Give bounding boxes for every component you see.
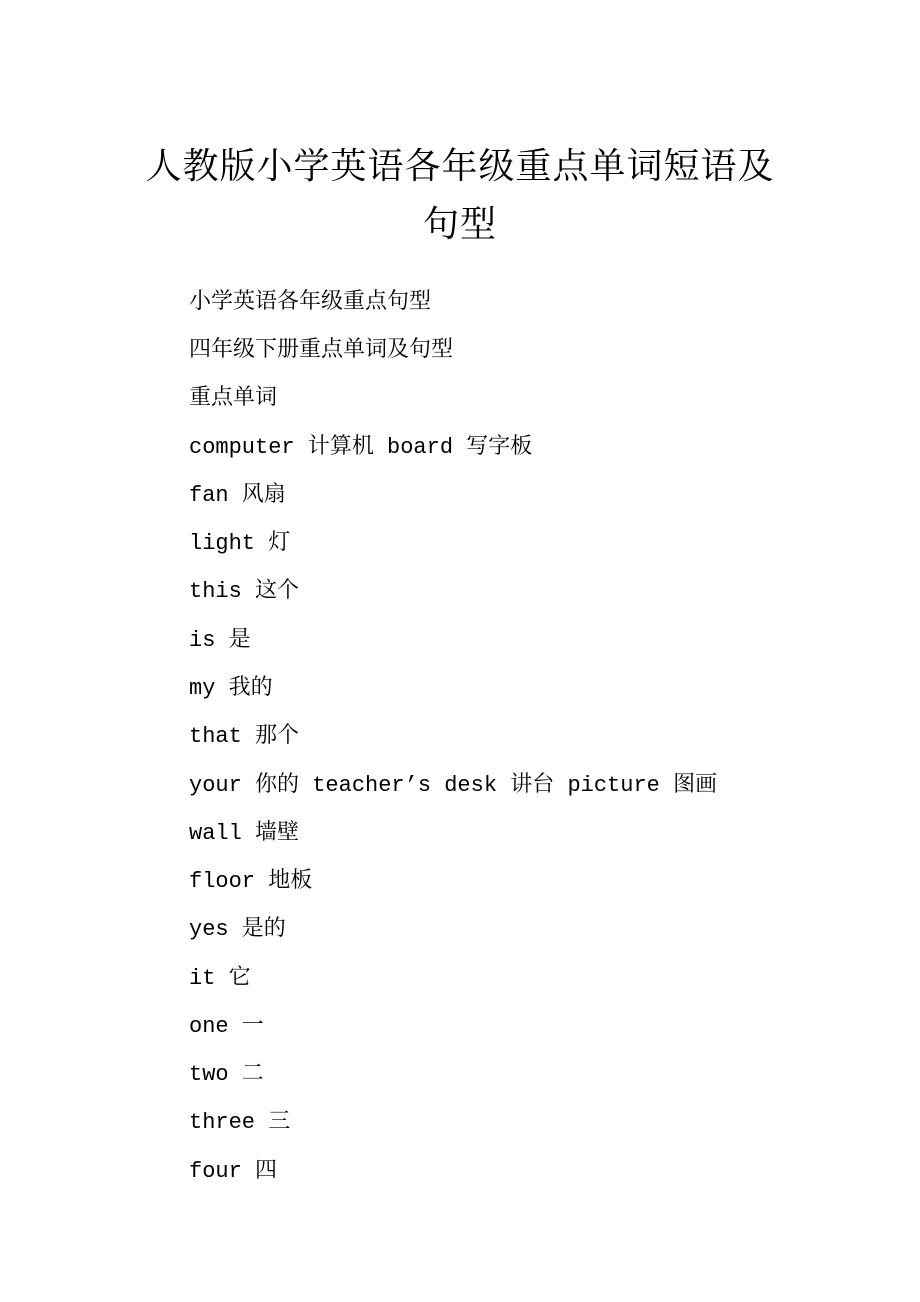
vocab-line: floor 地板 (189, 869, 313, 894)
vocab-line: it 它 (189, 966, 251, 991)
subsection-heading: 四年级下册重点单词及句型 (189, 338, 454, 363)
vocab-line: two 二 (189, 1062, 264, 1087)
vocab-line: light 灯 (189, 531, 291, 556)
vocab-line: yes 是的 (189, 917, 286, 942)
vocabulary-heading: 重点单词 (189, 386, 278, 411)
vocab-line: is 是 (189, 628, 251, 653)
vocab-line: fan 风扇 (189, 483, 286, 508)
section-heading: 小学英语各年级重点句型 (189, 290, 432, 315)
vocab-line: computer 计算机 board 写字板 (189, 435, 533, 460)
document-title: 人教版小学英语各年级重点单词短语及句型 (145, 146, 775, 245)
vocab-line: four 四 (189, 1159, 278, 1184)
vocab-line: one 一 (189, 1014, 264, 1039)
vocab-line: this 这个 (189, 579, 300, 604)
vocab-line: your 你的 teacher’s desk 讲台 picture 图画 (189, 773, 718, 798)
vocab-line: my 我的 (189, 676, 273, 701)
vocab-line: that 那个 (189, 724, 300, 749)
vocab-line: wall 墙壁 (189, 821, 300, 846)
vocab-line: three 三 (189, 1110, 291, 1135)
